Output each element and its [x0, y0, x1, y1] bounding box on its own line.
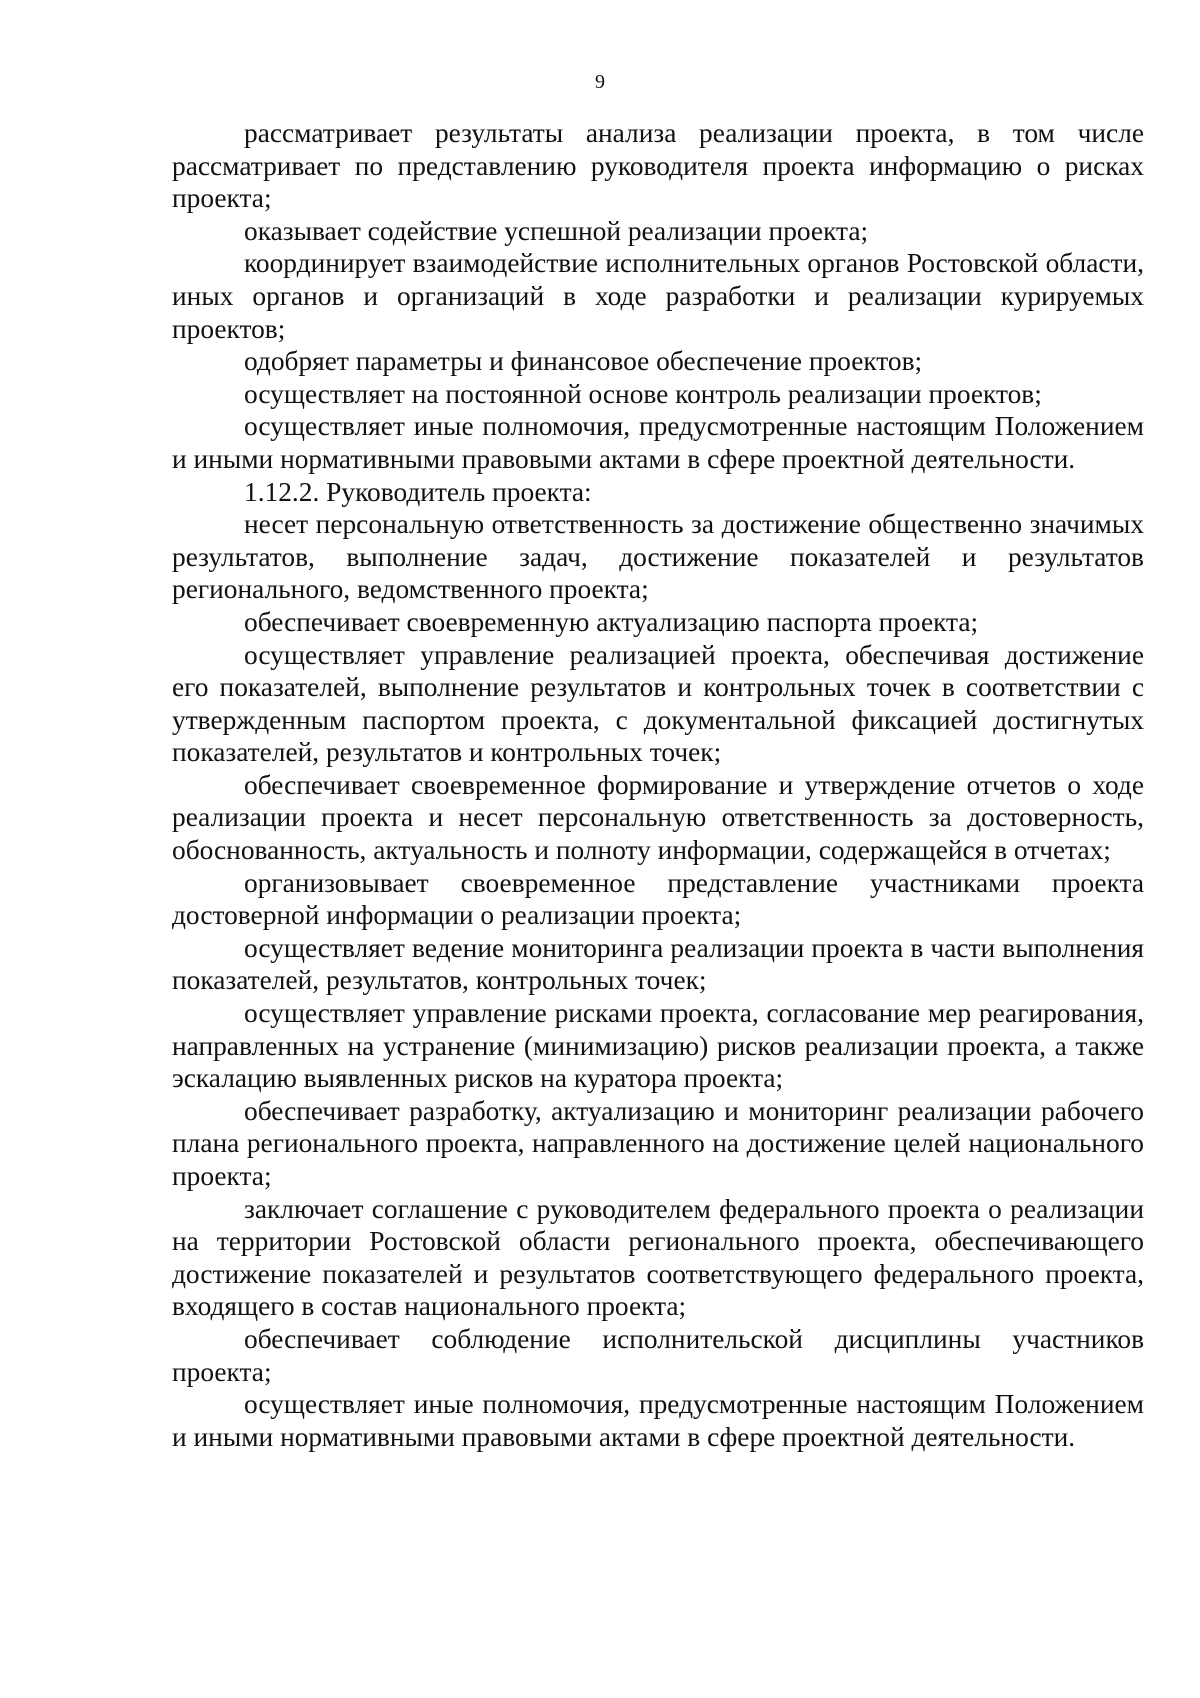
- paragraph: осуществляет иные полномочия, предусмотренные настоящим Положением и иными нормативными правовыми актами в сфере проектной деятельности.: [172, 1389, 1144, 1452]
- paragraph: организовывает своевременное представление участниками проекта достоверной информации о реализации проекта;: [172, 867, 1144, 931]
- paragraph: одобряет параметры и финансовое обеспечение проектов;: [244, 346, 923, 377]
- section-heading: 1.12.2. Руководитель проекта:: [244, 476, 592, 507]
- paragraph: обеспечивает своевременную актуализацию паспорта проекта;: [244, 606, 979, 637]
- paragraph: несет персональную ответственность за достижение общественно значимых результатов, выполнение задач, достижение показателей и результатов регионального, ведомственного проекта;: [172, 509, 1144, 605]
- paragraph: осуществляет управление реализацией проекта, обеспечивая достижение его показателей, выполнение результатов и контрольных точек в соответствии с утвержденным паспортом проекта, с документальной фиксацией достигнутых показателей, результатов и контрольных точек;: [172, 639, 1144, 768]
- page-number: 9: [595, 71, 605, 93]
- document-body: [172, 117, 1144, 1453]
- paragraph: координирует взаимодействие исполнительных органов Ростовской области, иных органов и организаций в ходе разработки и реализации курируемых проектов;: [172, 248, 1144, 344]
- paragraph: заключает соглашение с руководителем федерального проекта о реализации на территории Ростовской области регионального проекта, обеспечивающего достижение показателей и результатов соответствующего федерального проекта, входящего в состав национального проекта;: [172, 1193, 1144, 1322]
- paragraph: рассматривает результаты анализа реализации проекта, в том числе рассматривает по представлению руководителя проекта информацию о рисках проекта;: [172, 118, 1144, 214]
- paragraph: осуществляет иные полномочия, предусмотренные настоящим Положением и иными нормативными правовыми актами в сфере проектной деятельности.: [172, 411, 1144, 474]
- paragraph: обеспечивает соблюдение исполнительской дисциплины участников проекта;: [172, 1323, 1144, 1387]
- paragraph: осуществляет на постоянной основе контроль реализации проектов;: [244, 378, 1042, 409]
- paragraph: обеспечивает своевременное формирование и утверждение отчетов о ходе реализации проекта и несет персональную ответственность за достоверность, обоснованность, актуальность и полноту информации, содержащейся в отчетах;: [172, 769, 1144, 866]
- paragraph: осуществляет ведение мониторинга реализации проекта в части выполнения показателей, результатов, контрольных точек;: [172, 932, 1144, 996]
- paragraph: оказывает содействие успешной реализации проекта;: [244, 215, 869, 246]
- paragraph: осуществляет управление рисками проекта, согласование мер реагирования, направленных на устранение (минимизацию) рисков реализации проекта, а также эскалацию выявленных рисков на куратора проекта;: [172, 998, 1144, 1094]
- paragraph: обеспечивает разработку, актуализацию и мониторинг реализации рабочего плана регионального проекта, направленного на достижение целей национального проекта;: [172, 1095, 1144, 1191]
